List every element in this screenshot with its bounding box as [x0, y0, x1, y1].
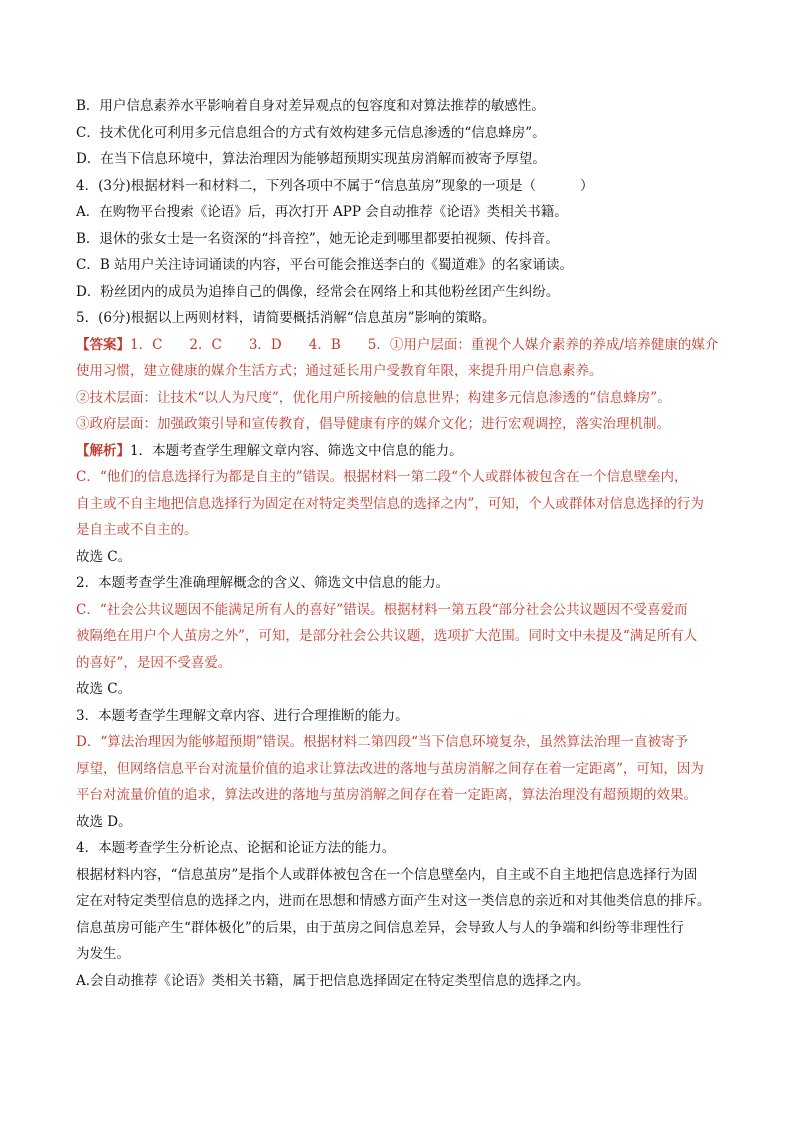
question-5: 5．(6分)根据以上两则材料，请简要概括消解“信息茧房”影响的策略。	[76, 310, 496, 326]
question-4	[76, 173, 736, 200]
analysis-line: 4．本题考查学生分析论点、论据和论证方法的能力。	[76, 840, 396, 856]
analysis-line: C．“他们的信息选择行为都是自主的”错误。根据材料一第二段“个人或群体被包含在一个信息壁垒内，	[76, 469, 688, 485]
option-line: A．在购物平台搜索《论语》后，再次打开 APP 会自动推荐《论语》类相关书籍。	[76, 204, 568, 220]
analysis-line: 故选 D。	[76, 813, 132, 830]
analysis-line: 自主或不自主地把信息选择行为固定在对特定类型信息的选择之内”，可知，个人或群体对信息选择的行为	[76, 495, 704, 512]
document-page	[76, 93, 736, 994]
question-4-close: ）	[580, 177, 594, 194]
answer-line: ②技术层面：让技术“以人为尺度”，优化用户所接触的信息世界；构建多元信息渗透的“信息蜂房”。	[76, 389, 671, 406]
option-line: C．B 站用户关注诗词诵读的内容，平台可能会推送李白的《蜀道难》的名家诵读。	[76, 257, 574, 273]
option-line: B．用户信息素养水平影响着自身对差异观点的包容度和对算法推荐的敏感性。	[76, 98, 545, 114]
option-line: D．粉丝团内的成员为追捧自己的偶像，经常会在网络上和其他粉丝团产生纠纷。	[76, 283, 560, 300]
option-line: B．退休的张女士是一名资深的“抖音控”，她无论走到哪里都要拍视频、传抖音。	[76, 230, 559, 247]
answer-line	[76, 332, 736, 359]
answer-line: ③政府层面：加强政策引导和宣传教育，倡导健康有序的媒介文化；进行宏观调控，落实治理机制。	[76, 416, 670, 432]
analysis-text: 1．本题考查学生理解文章内容、筛选文中信息的能力。	[130, 442, 463, 459]
option-line: D．在当下信息环境中，算法治理因为能够超预期实现茧房消解而被寄予厚望。	[76, 151, 546, 167]
answer-tag: 【答案】	[76, 336, 130, 353]
analysis-line: 3．本题考查学生理解文章内容、进行合理推断的能力。	[76, 707, 409, 724]
analysis-line: 故选 C。	[76, 548, 132, 565]
analysis-line	[76, 438, 736, 465]
analysis-line: C．“社会公共议题因不能满足所有人的喜好”错误。根据材料一第五段“部分社会公共议题因不受喜爱而	[76, 601, 688, 618]
analysis-line: 根据材料内容，“信息茧房”是指个人或群体被包含在一个信息壁垒内，自主或不自主地把信息选择行为固	[76, 866, 698, 883]
analysis-line: D．“算法治理因为能够超预期”错误。根据材料二第四段“当下信息环境复杂，虽然算法治理一直被寄予	[76, 734, 689, 750]
analysis-line: 厚望，但网络信息平台对流量价值的追求让算法改进的落地与茧房消解之间存在着一定距离”，可知，因为	[76, 760, 704, 777]
analysis-line: 平台对流量价值的追求，算法改进的落地与茧房消解之间存在着一定距离，算法治理没有超预期的效果。	[76, 787, 697, 803]
option-line: C．技术优化可利用多元信息组合的方式有效构建多元信息渗透的“信息蜂房”。	[76, 124, 546, 141]
answer-line: 使用习惯，建立健康的媒介生活方式；通过延长用户受教育年限，来提升用户信息素养。	[76, 363, 603, 379]
answer-text: 1．C 2．C 3．D 4．B 5．①用户层面：重视个人媒介素养的养成/培养健康的媒介	[130, 336, 719, 353]
analysis-tag: 【解析】	[76, 442, 130, 459]
analysis-line: 故选 C。	[76, 681, 132, 697]
analysis-line: 是自主或不自主的。	[76, 522, 198, 538]
analysis-line: 信息茧房可能产生“群体极化”的后果，由于茧房之间信息差异，会导致人与人的争端和纠纷等非理性行	[76, 919, 684, 936]
analysis-line: 的喜好”，是因不受喜爱。	[76, 654, 232, 671]
analysis-line: 为发生。	[76, 946, 130, 962]
analysis-line: 定在对特定类型信息的选择之内，进而在思想和情感方面产生对这一类信息的亲近和对其他类信息的排斥。	[76, 893, 711, 909]
analysis-line: A.会自动推荐《论语》类相关书籍，属于把信息选择固定在特定类型信息的选择之内。	[76, 972, 590, 989]
analysis-line: 2．本题考查学生准确理解概念的含义、筛选文中信息的能力。	[76, 575, 450, 591]
question-4-text: 4．(3分)根据材料一和材料二，下列各项中不属于“信息茧房”现象的一项是（	[76, 177, 537, 194]
analysis-line: 被隔绝在用户个人茧房之外”，可知，是部分社会公共议题，选项扩大范围。同时文中未提及“满足所有人	[76, 628, 698, 644]
